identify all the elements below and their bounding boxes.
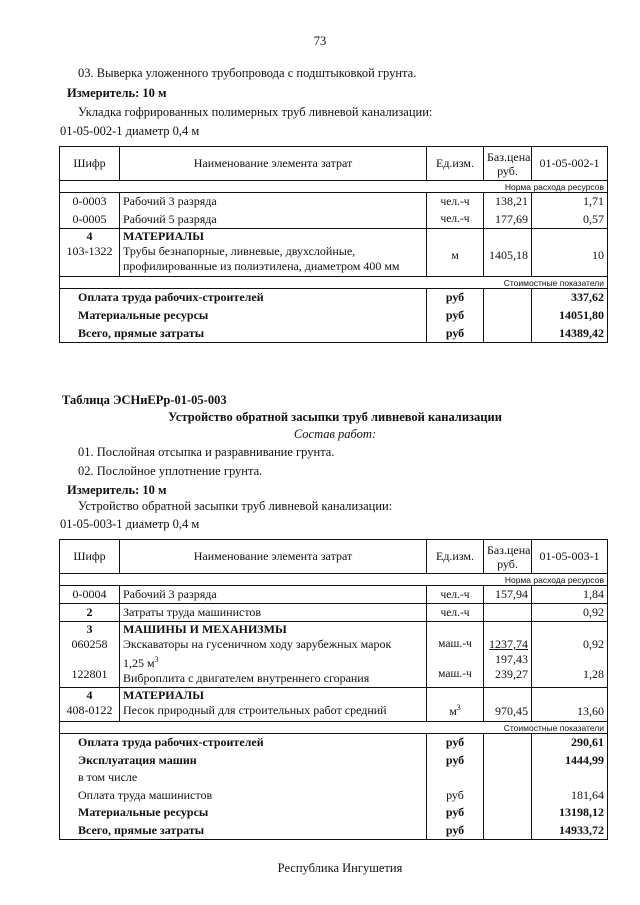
description-1: Укладка гофрированных полимерных труб ливневой канализации: xyxy=(78,105,433,119)
material-name-line2: профилированные из полиэтилена, диаметром 400 мм xyxy=(123,259,400,273)
header-name: Наименование элемента затрат xyxy=(120,147,427,181)
work-step-2: 02. Послойное уплотнение грунта. xyxy=(78,464,263,478)
material-value: 10 xyxy=(532,229,608,277)
material-price: 1405,18 xyxy=(484,229,532,277)
table-row-materials: 4 408-0122 МАТЕРИАЛЫ Песок природный для строительных работ средний $м^3$ 970,45 13,60 xyxy=(60,688,608,722)
machine-price-1b: 197,43 xyxy=(495,652,528,666)
code-line-2: 01-05-003-1 диаметр 0,4 м xyxy=(60,517,200,531)
group-title: МАШИНЫ И МЕХАНИЗМЫ xyxy=(123,622,287,636)
table-title-2: Таблица ЭСНиЕРр-01-05-003 xyxy=(62,393,227,407)
material-price: 970,45 xyxy=(484,688,532,722)
header-unit: Ед.изм. xyxy=(427,540,484,574)
table-header-row xyxy=(60,147,608,181)
machine-value-1: 0,92 xyxy=(583,637,604,651)
total-label: Оплата труда машинистов xyxy=(78,787,213,802)
total-label: Эксплуатация машин xyxy=(78,752,197,767)
work-step-3: 03. Выверка уложенного трубопровода с подштыковкой грунта. xyxy=(78,66,417,80)
machine-name-1: Экскаваторы на гусеничном ходу зарубежных марок xyxy=(123,637,392,651)
machine-price-2: 239,27 xyxy=(495,667,528,681)
machine-name-2: Виброплита с двигателем внутреннего сгорания xyxy=(123,671,370,685)
totals-block: Оплата труда рабочих-строителей Эксплуатация машин в том числе Оплата труда машинистов Материальные ресурсы Всего, прямые затраты руб руб руб руб руб 290,61 1444,99 181,64 13198,12 14933,72 xyxy=(60,734,608,840)
table-row: 0-0004 Рабочий 3 разряда чел.-ч 157,94 1,84 xyxy=(60,586,608,604)
measurer-1: Измеритель: 10 м xyxy=(67,86,167,100)
code-line-1: 01-05-002-1 диаметр 0,4 м xyxy=(60,124,200,138)
total-label: Всего, прямые затраты xyxy=(78,822,205,837)
header-column-code: 01-05-003-1 xyxy=(532,540,608,574)
material-value: 13,60 xyxy=(532,688,608,722)
measurer-2: Измеритель: 10 м xyxy=(67,483,167,497)
section-heading-2: Устройство обратной засыпки труб ливневой канализации xyxy=(168,410,502,424)
work-step-1: 01. Послойная отсыпка и разравнивание грунта. xyxy=(78,445,335,459)
total-row: Материальные ресурсы руб 14051,80 xyxy=(60,307,608,325)
norm-subheader: Норма расхода ресурсов xyxy=(60,574,608,586)
machine-code-2: 122801 xyxy=(71,667,108,681)
header-unit: Ед.изм. xyxy=(427,147,484,181)
machine-unit-1: маш.-ч xyxy=(438,638,472,650)
material-code: 103-1322 xyxy=(66,244,113,258)
norm-subheader: Норма расхода ресурсов xyxy=(60,181,608,193)
group-number: 3 xyxy=(86,622,93,636)
machine-name-1-line2: 1,25 м xyxy=(123,656,155,670)
machine-unit-2: маш.-ч xyxy=(438,668,472,680)
machine-value-2: 1,28 xyxy=(583,667,604,681)
machine-code-1: 060258 xyxy=(71,637,108,651)
description-2: Устройство обратной засыпки труб ливневой канализации: xyxy=(78,499,393,513)
total-label: Оплата труда рабочих-строителей xyxy=(78,735,264,749)
footer-region: Республика Ингушетия xyxy=(277,861,403,875)
material-unit: м xyxy=(449,704,457,718)
total-label: в том числе xyxy=(78,770,138,784)
cost-subheader: Стоимостные показатели xyxy=(60,277,608,289)
cost-subheader: Стоимостные показатели xyxy=(60,722,608,734)
table-row-machines: 3 060258 122801 МАШИНЫ И МЕХАНИЗМЫ Экскаваторы на гусеничном ходу зарубежных марок 1,25 $м^3$ Виброплита с двигателем внутреннего сгорания маш.-ч маш.-ч 1237,74 197,43 239,27 0,92 1,28 xyxy=(60,622,608,688)
group-number: 4 xyxy=(86,688,93,702)
group-title: МАТЕРИАЛЫ xyxy=(123,688,204,702)
table-row: 0-0005 Рабочий 5 разряда чел.-ч 177,69 0,57 xyxy=(60,211,608,229)
material-unit: м xyxy=(427,229,484,277)
material-name-line1: Трубы безнапорные, ливневые, двухслойные, xyxy=(123,244,356,258)
material-name: Песок природный для строительных работ средний xyxy=(123,703,387,717)
total-row: Оплата труда рабочих-строителей руб 337,62 xyxy=(60,289,608,307)
header-price: Баз.цена руб. xyxy=(484,147,532,181)
total-row: Всего, прямые затраты руб 14389,42 xyxy=(60,325,608,343)
table-row: 2 Затраты труда машинистов чел.-ч 0,92 xyxy=(60,604,608,622)
header-code: Шифр xyxy=(60,540,120,574)
header-code: Шифр xyxy=(60,147,120,181)
total-label: Материальные ресурсы xyxy=(78,805,209,819)
estimate-table-2 xyxy=(59,539,608,840)
header-column-code: 01-05-002-1 xyxy=(532,147,608,181)
page-number: 73 xyxy=(313,34,327,48)
header-name: Наименование элемента затрат xyxy=(120,540,427,574)
table-header-row xyxy=(60,540,608,574)
material-code: 408-0122 xyxy=(66,703,113,717)
estimate-table-1 xyxy=(59,146,608,343)
machine-price-1: 1237,74 xyxy=(489,637,528,651)
group-number: 4 xyxy=(86,229,93,243)
header-price: Баз.цена руб. xyxy=(484,540,532,574)
composition-label: Состав работ: xyxy=(293,427,377,441)
table-row-materials xyxy=(60,229,608,277)
group-title: МАТЕРИАЛЫ xyxy=(123,229,204,243)
table-row: 0-0003 Рабочий 3 разряда чел.-ч 138,21 1,71 xyxy=(60,193,608,211)
